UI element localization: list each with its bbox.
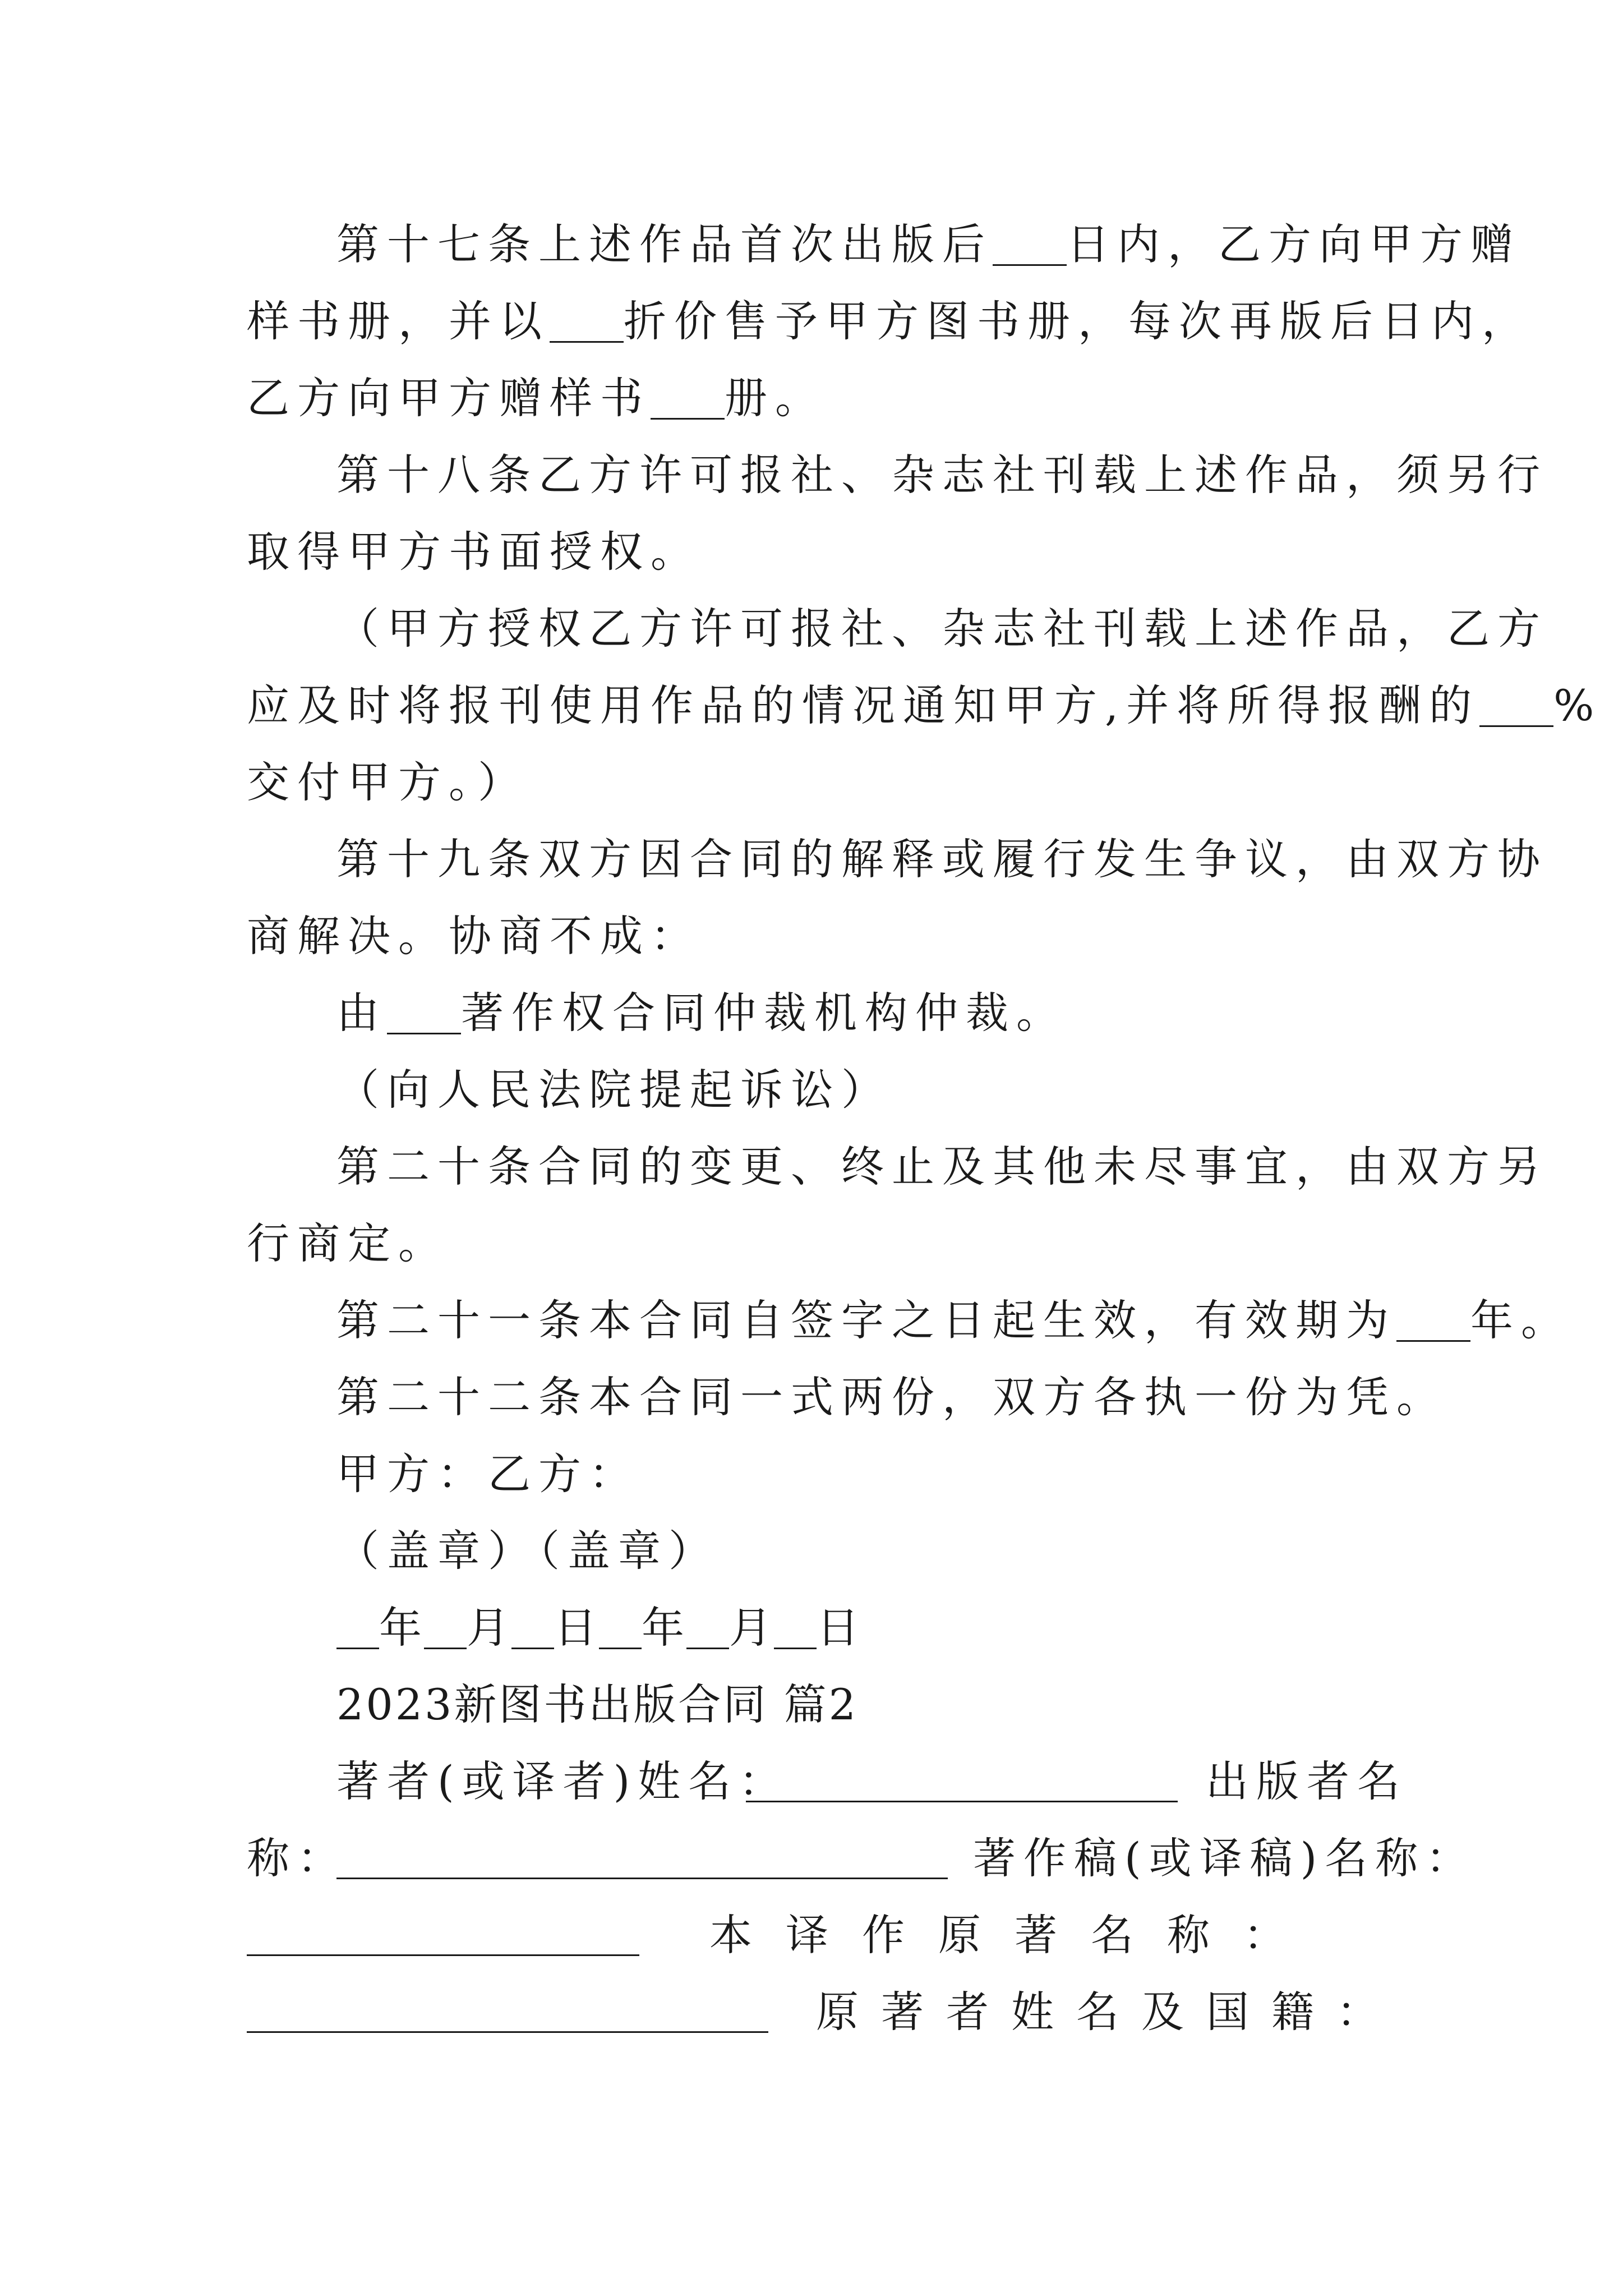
art20-line-1: 第二十条合同的变更、终止及其他未尽事宜，由双方另 — [336, 1142, 1548, 1191]
date-line — [336, 1603, 861, 1653]
blank-field — [1479, 685, 1553, 727]
original-title-blank — [247, 2031, 768, 2033]
art21-text-b: 年。 — [1470, 1295, 1571, 1345]
original-author-label: 原著者姓名及国籍： — [816, 1987, 1401, 2037]
date-day-1: 日 — [554, 1603, 599, 1653]
blank-field — [387, 992, 461, 1034]
art22-line: 第二十二条本合同一式两份，双方各执一份为凭。 — [336, 1372, 1447, 1422]
paren1-line-1: （甲方授权乙方许可报社、杂志社刊载上述作品，乙方 — [336, 604, 1548, 654]
blank-field — [651, 378, 725, 420]
art20-line-2: 行商定。 — [247, 1218, 449, 1268]
art19-line-2: 商解决。协商不成： — [247, 911, 701, 961]
blank-field — [599, 1607, 642, 1649]
court-line: （向人民法院提起诉讼） — [336, 1065, 892, 1115]
arb-text-a: 由 — [336, 988, 387, 1038]
art17-text-f: 册。 — [725, 373, 826, 423]
blank-field — [993, 224, 1067, 266]
arb-text-b: 著作权合同仲裁机构仲裁。 — [461, 988, 1067, 1038]
art17-text-b: 日内，乙方向甲方赠 — [1067, 219, 1521, 269]
work-title-blank — [247, 1954, 639, 1956]
parties-line: 甲方：乙方： — [336, 1449, 639, 1499]
art17-text-d: 折价售予甲方图书册，每次再版后日内， — [624, 296, 1532, 346]
original-title-label: 本译作原著名称： — [709, 1910, 1320, 1960]
art17-line-1 — [336, 219, 1521, 269]
blank-field — [550, 301, 624, 343]
author-name-blank — [746, 1801, 1178, 1802]
work-title-label: 著作稿(或译稿)名称： — [973, 1833, 1477, 1883]
art21-text-a: 第二十一条本合同自签字之日起生效，有效期为 — [336, 1295, 1396, 1345]
art18-line-1: 第十八条乙方许可报社、杂志社刊载上述作品，须另行 — [336, 450, 1548, 500]
art17-text-e: 乙方向甲方赠样书 — [247, 373, 651, 423]
date-day-2: 日 — [817, 1603, 861, 1653]
date-year-1: 年 — [379, 1603, 424, 1653]
blank-field — [774, 1607, 817, 1649]
art21-line — [336, 1295, 1571, 1345]
art19-line-1: 第十九条双方因合同的解释或履行发生争议，由双方协 — [336, 834, 1548, 884]
section-heading-2: 2023新图书出版合同 篇2 — [336, 1680, 858, 1729]
blank-field — [336, 1607, 379, 1649]
blank-field — [1396, 1300, 1470, 1342]
paren1-line-3: 交付甲方。） — [247, 757, 528, 807]
author-label: 著者(或译者)姓名： — [336, 1756, 790, 1806]
percent-sign: % — [1553, 680, 1602, 730]
art17-line-3 — [247, 373, 826, 423]
paren1-line-2 — [247, 680, 1602, 730]
blank-field — [686, 1607, 729, 1649]
art17-text-a: 第十七条上述作品首次出版后 — [336, 219, 993, 269]
art17-line-2 — [247, 296, 1532, 346]
art18-line-2: 取得甲方书面授权。 — [247, 527, 701, 577]
publisher-label-b: 称： — [247, 1833, 348, 1883]
publisher-label-a: 出版者名 — [1206, 1756, 1408, 1806]
blank-field — [424, 1607, 467, 1649]
paren1-text-a: 应及时将报刊使用作品的情况通知甲方,并将所得报酬的 — [247, 680, 1480, 730]
publisher-name-blank — [336, 1878, 948, 1879]
blank-field — [511, 1607, 554, 1649]
date-year-2: 年 — [642, 1603, 686, 1653]
date-month-1: 月 — [467, 1603, 511, 1653]
arbitration-line — [336, 988, 1067, 1038]
art17-text-c: 样书册，并以 — [247, 296, 550, 346]
date-month-2: 月 — [729, 1603, 774, 1653]
seals-line: （盖章）（盖章） — [336, 1526, 719, 1576]
